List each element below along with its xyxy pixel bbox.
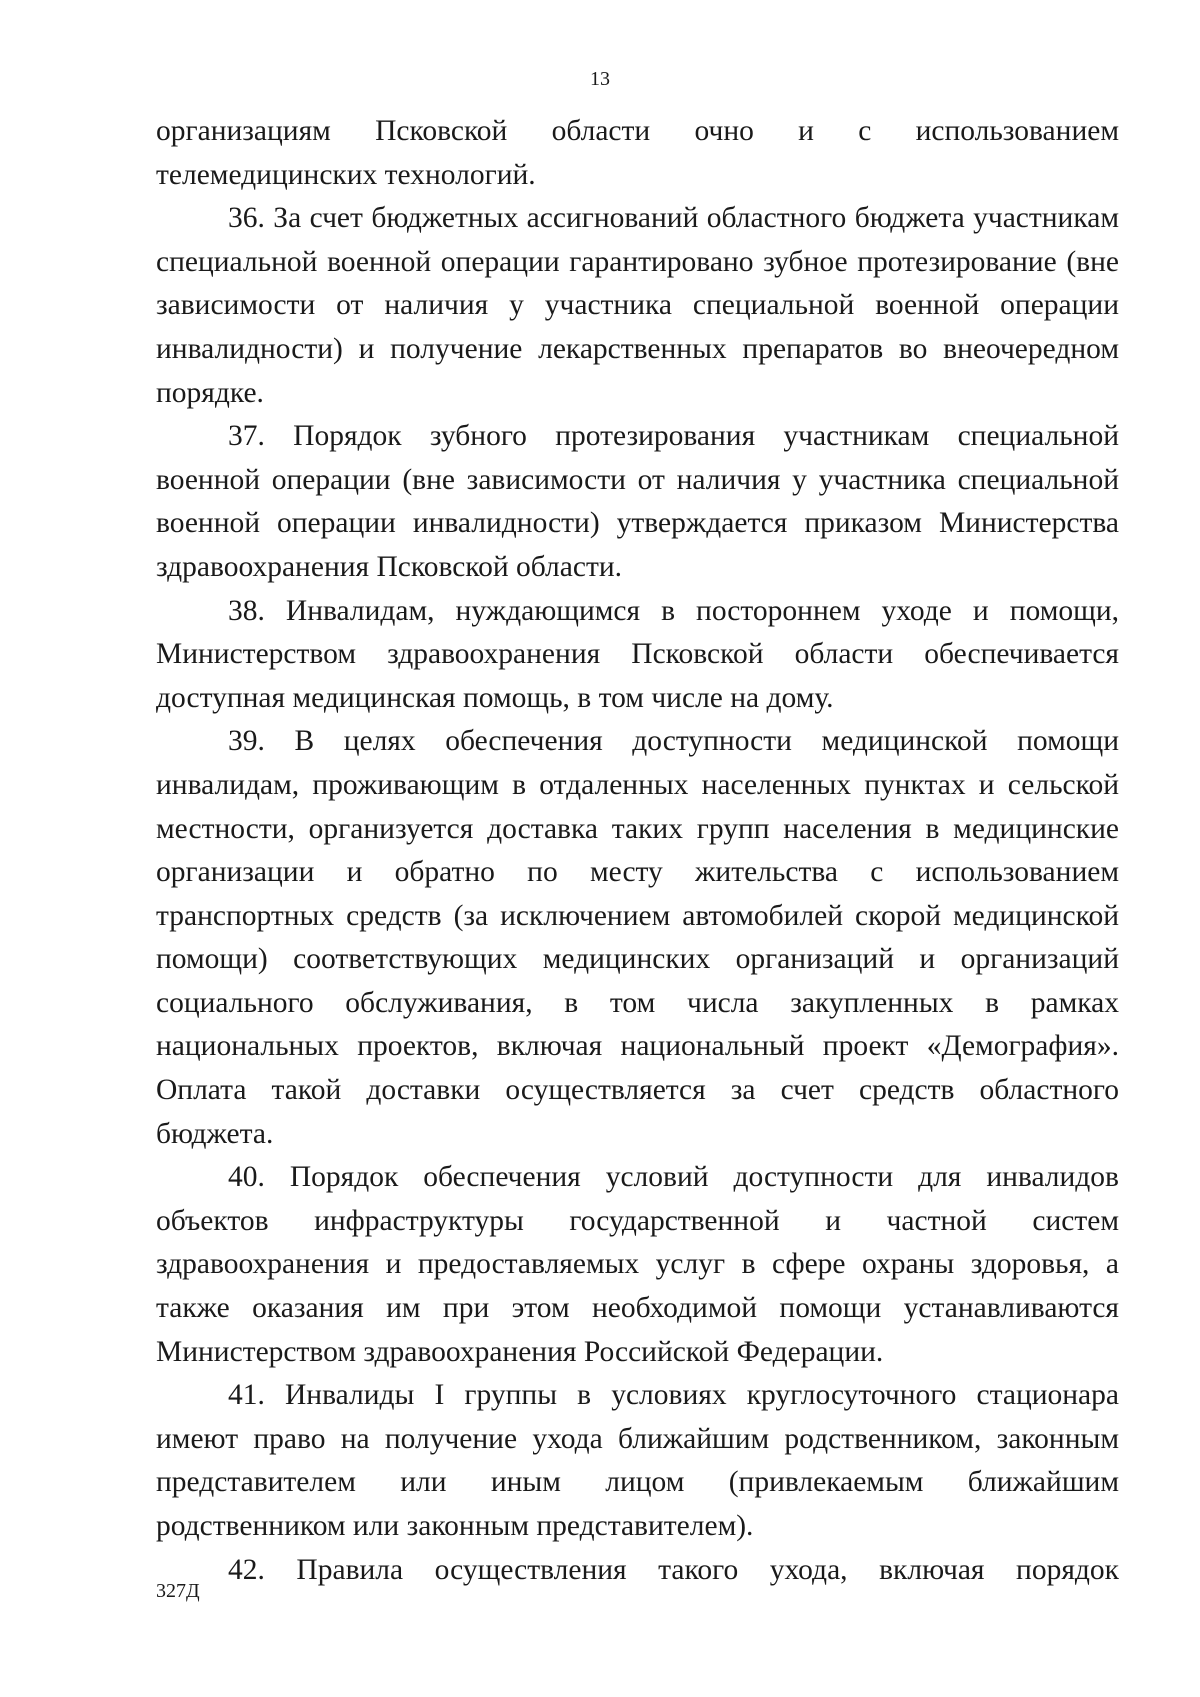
document-body [156,110,1119,1592]
page-number: 13 [590,68,610,90]
paragraph-39: 39. В целях обеспечения доступности медицинской помощи инвалидам, проживающим в отдаленных населенных пунктах и сельской местности, организуется доставка таких групп населения в медицинские организации и обратно по месту жительства с использованием транспортных средств (за исключением автомобилей скорой медицинской помощи) соответствующих медицинских организаций и организаций социального обслуживания, в том числа закупленных в рамках национальных проектов, включая национальный проект «Демография». Оплата такой доставки осуществляется за счет средств областного бюджета. [156,725,1119,1150]
paragraph-36: 36. За счет бюджетных ассигнований областного бюджета участникам специальной военной операции гарантировано зубное протезирование (вне зависимости от наличия у участника специальной военной операции инвалидности) и получение лекарственных препаратов во внеочередном порядке. [156,202,1119,409]
paragraph-37: 37. Порядок зубного протезирования участникам специальной военной операции (вне зависимости от наличия у участника специальной военной операции инвалидности) утверждается приказом Министерства здравоохранения Псковской области. [156,420,1119,583]
paragraph-40: 40. Порядок обеспечения условий доступности для инвалидов объектов инфраструктуры государственной и частной систем здравоохранения и предоставляемых услуг в сфере охраны здоровья, а также оказания им при этом необходимой помощи устанавливаются Министерством здравоохранения Российской Федерации. [156,1161,1119,1368]
paragraph-42: 42. Правила осуществления такого ухода, включая порядок [228,1553,1119,1586]
paragraph-continuation: организациям Псковской области очно и с использованием телемедицинских технологий. [156,115,1119,191]
paragraph-38: 38. Инвалидам, нуждающимся в постороннем уходе и помощи, Министерством здравоохранения Псковской области обеспечивается доступная медицинская помощь, в том числе на дому. [156,594,1119,714]
document-code: 327Д [156,1580,200,1602]
paragraph-41: 41. Инвалиды I группы в условиях круглосуточного стационара имеют право на получение ухода ближайшим родственником, законным представителем или иным лицом (привлекаемым ближайшим родственником или законным представителем). [156,1379,1119,1542]
